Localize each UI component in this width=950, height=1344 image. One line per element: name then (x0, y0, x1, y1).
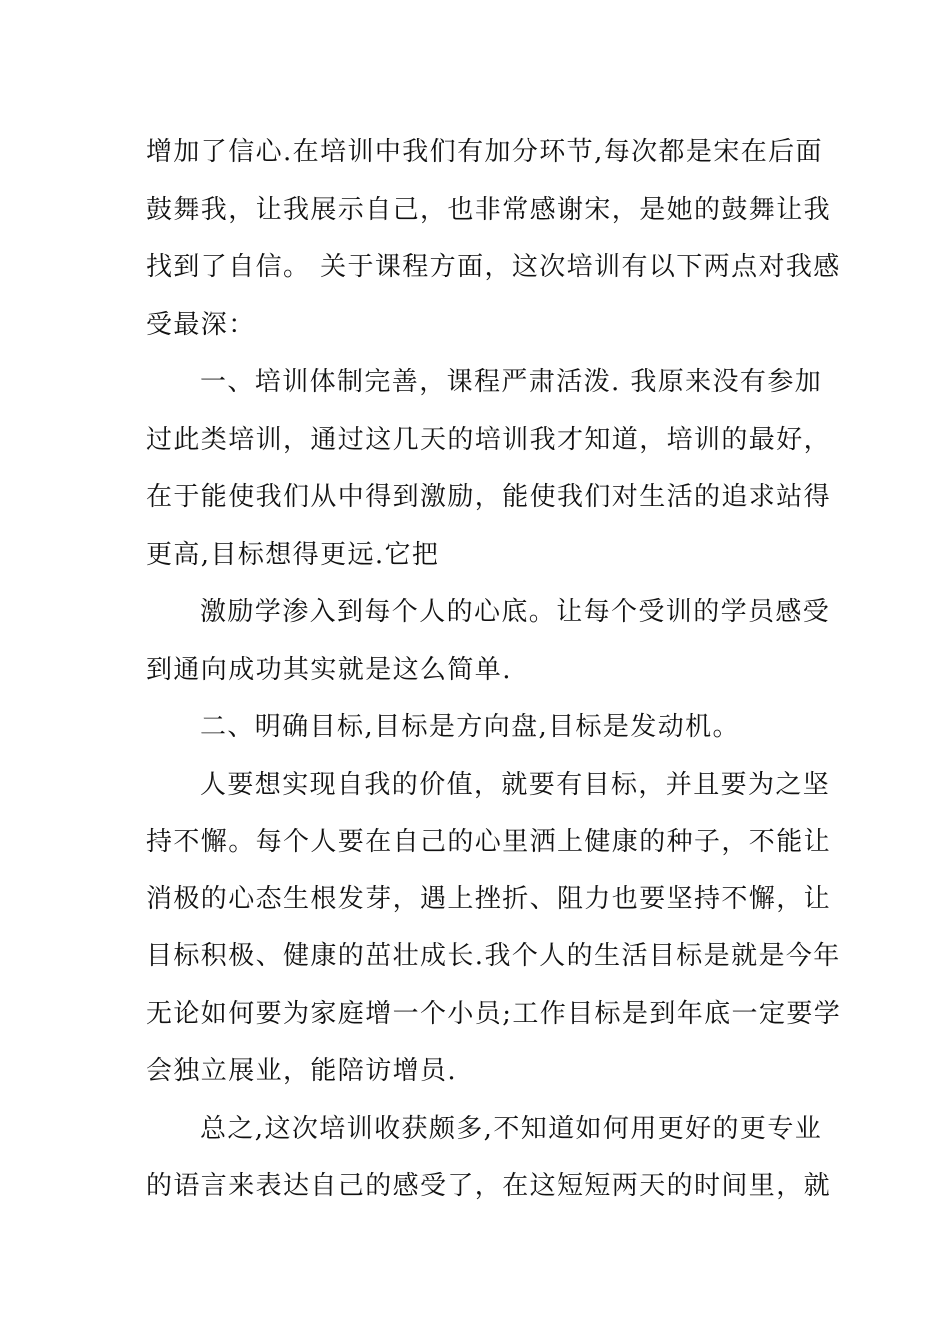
text-line: 二、明确目标,目标是方向盘,目标是发动机。 (200, 712, 740, 742)
text-line: 无论如何要为家庭增一个小员;工作目标是到年底一定要学 (146, 999, 842, 1029)
text-line: 消极的心态生根发芽，遇上挫折、阻力也要坚持不懈，让 (146, 884, 832, 914)
text-line: 受最深： (146, 310, 256, 340)
text-line: 增加了信心.在培训中我们有加分环节,每次都是宋在后面 (146, 137, 823, 167)
text-line: 找到了自信。 关于课程方面，这次培训有以下两点对我感 (146, 252, 841, 282)
text-line: 的语言来表达自己的感受了，在这短短两天的时间里，就 (146, 1171, 832, 1201)
text-line: 激励学渗入到每个人的心底。让每个受训的学员感受 (200, 597, 831, 627)
text-line: 会独立展业，能陪访增员. (146, 1056, 458, 1086)
text-line: 持不懈。每个人要在自己的心里洒上健康的种子，不能让 (146, 827, 832, 857)
text-line: 目标积极、健康的茁壮成长.我个人的生活目标是就是今年 (146, 941, 841, 971)
text-line: 到通向成功其实就是这么简单. (146, 655, 512, 685)
text-line: 过此类培训，通过这几天的培训我才知道，培训的最好， (146, 425, 832, 455)
text-line: 鼓舞我，让我展示自己，也非常感谢宋，是她的鼓舞让我 (146, 195, 832, 225)
text-line: 人要想实现自我的价值，就要有目标，并且要为之坚 (200, 770, 831, 800)
text-line: 总之,这次培训收获颇多,不知道如何用更好的更专业 (200, 1114, 823, 1144)
text-line: 更高,目标想得更远.它把 (146, 540, 440, 570)
text-line: 一、培训体制完善，课程严肃活泼. 我原来没有参加 (200, 367, 823, 397)
text-line: 在于能使我们从中得到激励，能使我们对生活的追求站得 (146, 482, 832, 512)
